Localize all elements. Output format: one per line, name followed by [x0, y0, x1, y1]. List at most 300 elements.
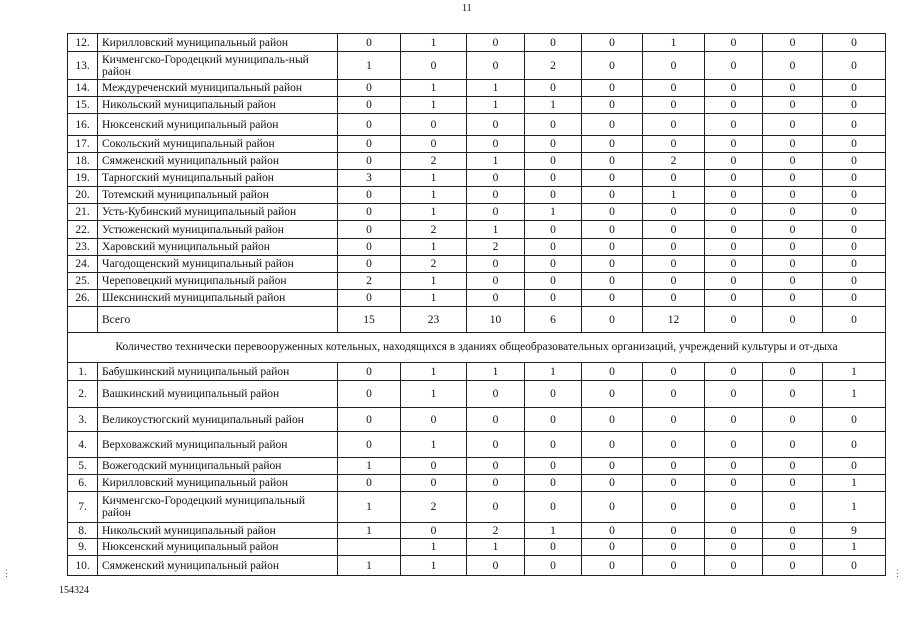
- value-cell: 1: [401, 170, 467, 187]
- value-cell: 0: [763, 97, 823, 114]
- value-cell: 0: [582, 97, 643, 114]
- value-cell: 0: [705, 256, 763, 273]
- value-cell: 1: [401, 97, 467, 114]
- value-cell: 1: [467, 539, 525, 556]
- value-cell: 0: [823, 458, 886, 475]
- value-cell: 0: [643, 256, 705, 273]
- value-cell: 0: [705, 136, 763, 153]
- value-cell: 1: [643, 187, 705, 204]
- value-cell: 0: [643, 97, 705, 114]
- value-cell: 0: [763, 363, 823, 381]
- value-cell: 0: [338, 136, 401, 153]
- value-cell: 0: [823, 221, 886, 239]
- value-cell: 0: [763, 80, 823, 97]
- value-cell: 0: [823, 187, 886, 204]
- value-cell: 0: [643, 381, 705, 408]
- value-cell: 2: [525, 52, 582, 80]
- district-name: Кирилловский муниципальный район: [98, 475, 338, 492]
- value-cell: 12: [643, 307, 705, 333]
- table-row: [68, 363, 886, 381]
- value-cell: 0: [705, 239, 763, 256]
- district-name: Великоустюгский муниципальный район: [98, 408, 338, 432]
- value-cell: 0: [467, 381, 525, 408]
- table-row: [68, 187, 886, 204]
- value-cell: 1: [401, 539, 467, 556]
- value-cell: 0: [763, 187, 823, 204]
- value-cell: 0: [525, 475, 582, 492]
- district-name: Тарногский муниципальный район: [98, 170, 338, 187]
- value-cell: 0: [763, 273, 823, 290]
- value-cell: 0: [582, 114, 643, 136]
- value-cell: 0: [823, 556, 886, 576]
- document-id: 154324: [59, 585, 89, 596]
- value-cell: 0: [763, 432, 823, 458]
- value-cell: 0: [705, 34, 763, 52]
- value-cell: 0: [643, 221, 705, 239]
- value-cell: 1: [401, 556, 467, 576]
- value-cell: 0: [763, 52, 823, 80]
- value-cell: 0: [705, 307, 763, 333]
- value-cell: 0: [525, 221, 582, 239]
- row-number: 21.: [68, 204, 98, 221]
- table-row: [68, 52, 886, 80]
- value-cell: 0: [582, 34, 643, 52]
- value-cell: 0: [643, 556, 705, 576]
- value-cell: 0: [705, 492, 763, 523]
- right-edge-mark: ⋮: [893, 568, 902, 578]
- district-name: Нюксенский муниципальный район: [98, 539, 338, 556]
- row-number: 14.: [68, 80, 98, 97]
- value-cell: 0: [643, 290, 705, 307]
- district-name: Верховажский муниципальный район: [98, 432, 338, 458]
- table-row: [68, 458, 886, 475]
- value-cell: 1: [401, 273, 467, 290]
- value-cell: 0: [643, 458, 705, 475]
- row-number: 23.: [68, 239, 98, 256]
- table-row: [68, 381, 886, 408]
- district-name: Нюксенский муниципальный район: [98, 114, 338, 136]
- district-name: Никольский муниципальный район: [98, 97, 338, 114]
- value-cell: 6: [525, 307, 582, 333]
- value-cell: 0: [338, 221, 401, 239]
- row-number: 1.: [68, 363, 98, 381]
- district-name: Чагодощенский муниципальный район: [98, 256, 338, 273]
- value-cell: 0: [467, 170, 525, 187]
- district-name: Череповецкий муниципальный район: [98, 273, 338, 290]
- value-cell: 0: [705, 52, 763, 80]
- district-name: Всего: [98, 307, 338, 333]
- value-cell: 0: [763, 381, 823, 408]
- district-name: Бабушкинский муниципальный район: [98, 363, 338, 381]
- value-cell: 0: [763, 170, 823, 187]
- value-cell: 1: [643, 34, 705, 52]
- value-cell: 0: [525, 458, 582, 475]
- part1-body: [68, 34, 886, 333]
- value-cell: 0: [643, 408, 705, 432]
- row-number: 6.: [68, 475, 98, 492]
- value-cell: 0: [763, 539, 823, 556]
- value-cell: 0: [582, 307, 643, 333]
- value-cell: 2: [338, 273, 401, 290]
- district-name: Сокольский муниципальный район: [98, 136, 338, 153]
- value-cell: 1: [338, 523, 401, 539]
- row-number: [68, 307, 98, 333]
- value-cell: 1: [338, 458, 401, 475]
- value-cell: 0: [401, 523, 467, 539]
- value-cell: 0: [525, 80, 582, 97]
- value-cell: 0: [643, 80, 705, 97]
- value-cell: 1: [467, 80, 525, 97]
- value-cell: 0: [467, 458, 525, 475]
- value-cell: 0: [338, 475, 401, 492]
- table-row: [68, 432, 886, 458]
- value-cell: 0: [643, 432, 705, 458]
- value-cell: 0: [582, 363, 643, 381]
- row-number: 25.: [68, 273, 98, 290]
- value-cell: 1: [401, 290, 467, 307]
- value-cell: 0: [582, 136, 643, 153]
- value-cell: 1: [525, 97, 582, 114]
- value-cell: 0: [467, 256, 525, 273]
- table-row: [68, 256, 886, 273]
- value-cell: 0: [763, 153, 823, 170]
- table-row: [68, 273, 886, 290]
- row-number: 19.: [68, 170, 98, 187]
- value-cell: 3: [338, 170, 401, 187]
- value-cell: 0: [401, 475, 467, 492]
- value-cell: 0: [705, 523, 763, 539]
- section-row: [68, 333, 886, 363]
- value-cell: 0: [763, 458, 823, 475]
- value-cell: 0: [643, 475, 705, 492]
- row-number: 9.: [68, 539, 98, 556]
- value-cell: 0: [525, 153, 582, 170]
- row-number: 13.: [68, 52, 98, 80]
- table-row: [68, 136, 886, 153]
- row-number: 4.: [68, 432, 98, 458]
- value-cell: 0: [643, 52, 705, 80]
- row-number: 22.: [68, 221, 98, 239]
- value-cell: 0: [705, 97, 763, 114]
- value-cell: 0: [705, 221, 763, 239]
- district-name: Вашкинский муниципальный район: [98, 381, 338, 408]
- value-cell: 0: [338, 114, 401, 136]
- value-cell: 1: [525, 204, 582, 221]
- value-cell: 1: [338, 556, 401, 576]
- value-cell: 0: [525, 136, 582, 153]
- value-cell: 0: [338, 256, 401, 273]
- district-name: Сямженский муниципальный район: [98, 556, 338, 576]
- district-name: Кичменгско-Городецкий муниципальный район: [98, 492, 338, 523]
- table-row: [68, 221, 886, 239]
- value-cell: 0: [582, 408, 643, 432]
- value-cell: 0: [582, 381, 643, 408]
- value-cell: 0: [338, 80, 401, 97]
- value-cell: 0: [338, 34, 401, 52]
- value-cell: 0: [823, 239, 886, 256]
- value-cell: 0: [823, 408, 886, 432]
- row-number: 15.: [68, 97, 98, 114]
- value-cell: 1: [525, 523, 582, 539]
- value-cell: 1: [467, 221, 525, 239]
- value-cell: 1: [467, 97, 525, 114]
- value-cell: 1: [467, 363, 525, 381]
- table-row: [68, 34, 886, 52]
- value-cell: 0: [467, 273, 525, 290]
- value-cell: 0: [467, 492, 525, 523]
- value-cell: 0: [763, 475, 823, 492]
- section-heading: Количество технически перевооруженных котельных, находящихся в зданиях общеобразовательных организаций, учреждений культуры и от-дыха: [68, 333, 886, 363]
- value-cell: 15: [338, 307, 401, 333]
- value-cell: 2: [643, 153, 705, 170]
- table-row: [68, 239, 886, 256]
- value-cell: 1: [823, 492, 886, 523]
- row-number: 10.: [68, 556, 98, 576]
- value-cell: 0: [823, 170, 886, 187]
- value-cell: 0: [705, 114, 763, 136]
- value-cell: 0: [823, 52, 886, 80]
- value-cell: 0: [467, 136, 525, 153]
- value-cell: 1: [338, 52, 401, 80]
- value-cell: 0: [582, 492, 643, 523]
- value-cell: 0: [705, 80, 763, 97]
- value-cell: 0: [582, 273, 643, 290]
- value-cell: 0: [643, 363, 705, 381]
- value-cell: 0: [525, 273, 582, 290]
- value-cell: 0: [401, 458, 467, 475]
- value-cell: 0: [338, 187, 401, 204]
- value-cell: 0: [338, 204, 401, 221]
- value-cell: 0: [401, 52, 467, 80]
- district-name: Шекснинский муниципальный район: [98, 290, 338, 307]
- value-cell: 0: [401, 408, 467, 432]
- value-cell: 0: [763, 523, 823, 539]
- value-cell: 0: [338, 381, 401, 408]
- district-name: Устюженский муниципальный район: [98, 221, 338, 239]
- value-cell: 23: [401, 307, 467, 333]
- row-number: 3.: [68, 408, 98, 432]
- value-cell: 0: [705, 273, 763, 290]
- district-name: Кирилловский муниципальный район: [98, 34, 338, 52]
- value-cell: 0: [401, 136, 467, 153]
- value-cell: 0: [467, 114, 525, 136]
- value-cell: 0: [643, 273, 705, 290]
- value-cell: 0: [525, 408, 582, 432]
- value-cell: 0: [823, 34, 886, 52]
- value-cell: [338, 539, 401, 556]
- value-cell: 0: [763, 256, 823, 273]
- value-cell: 0: [763, 492, 823, 523]
- part2-body: [68, 363, 886, 576]
- value-cell: 0: [705, 153, 763, 170]
- value-cell: 1: [823, 539, 886, 556]
- table-row: [68, 539, 886, 556]
- value-cell: 1: [823, 363, 886, 381]
- value-cell: 0: [338, 239, 401, 256]
- value-cell: 0: [705, 475, 763, 492]
- district-name: Тотемский муниципальный район: [98, 187, 338, 204]
- value-cell: 0: [643, 204, 705, 221]
- value-cell: 0: [763, 221, 823, 239]
- value-cell: 0: [582, 556, 643, 576]
- row-number: 17.: [68, 136, 98, 153]
- value-cell: 0: [823, 114, 886, 136]
- value-cell: 0: [763, 136, 823, 153]
- value-cell: 0: [467, 290, 525, 307]
- value-cell: 0: [823, 97, 886, 114]
- value-cell: 9: [823, 523, 886, 539]
- value-cell: 1: [401, 432, 467, 458]
- value-cell: 0: [582, 256, 643, 273]
- value-cell: 0: [823, 136, 886, 153]
- district-name: Никольский муниципальный район: [98, 523, 338, 539]
- value-cell: 0: [338, 432, 401, 458]
- value-cell: 0: [763, 114, 823, 136]
- data-table: [67, 33, 886, 576]
- table-row: [68, 204, 886, 221]
- value-cell: 0: [823, 290, 886, 307]
- table-row: [68, 523, 886, 539]
- value-cell: 1: [467, 153, 525, 170]
- section-body: [68, 333, 886, 363]
- row-number: 26.: [68, 290, 98, 307]
- left-edge-mark: ⋮: [2, 568, 11, 578]
- value-cell: 10: [467, 307, 525, 333]
- value-cell: 0: [643, 523, 705, 539]
- value-cell: 0: [582, 52, 643, 80]
- value-cell: 0: [525, 492, 582, 523]
- value-cell: 0: [705, 539, 763, 556]
- page-number: 11: [462, 3, 472, 14]
- value-cell: 0: [643, 539, 705, 556]
- value-cell: 0: [525, 239, 582, 256]
- value-cell: 0: [467, 408, 525, 432]
- value-cell: 2: [401, 256, 467, 273]
- value-cell: 0: [763, 307, 823, 333]
- value-cell: 0: [467, 432, 525, 458]
- value-cell: 0: [467, 475, 525, 492]
- table-row: [68, 97, 886, 114]
- value-cell: 0: [705, 170, 763, 187]
- value-cell: 0: [582, 290, 643, 307]
- value-cell: 0: [525, 170, 582, 187]
- value-cell: 2: [401, 221, 467, 239]
- value-cell: 2: [401, 492, 467, 523]
- value-cell: 0: [582, 153, 643, 170]
- table-row: [68, 290, 886, 307]
- value-cell: 0: [823, 80, 886, 97]
- row-number: 8.: [68, 523, 98, 539]
- table-row: [68, 170, 886, 187]
- value-cell: 1: [401, 204, 467, 221]
- value-cell: 1: [401, 239, 467, 256]
- value-cell: 0: [643, 170, 705, 187]
- district-name: Харовский муниципальный район: [98, 239, 338, 256]
- row-number: 2.: [68, 381, 98, 408]
- value-cell: 0: [401, 114, 467, 136]
- table-row: [68, 153, 886, 170]
- value-cell: 0: [643, 492, 705, 523]
- value-cell: 0: [582, 204, 643, 221]
- value-cell: 0: [525, 290, 582, 307]
- value-cell: 1: [401, 80, 467, 97]
- value-cell: 0: [763, 239, 823, 256]
- value-cell: 1: [401, 34, 467, 52]
- row-number: 12.: [68, 34, 98, 52]
- row-number: 5.: [68, 458, 98, 475]
- value-cell: 1: [401, 381, 467, 408]
- value-cell: 1: [401, 187, 467, 204]
- table-row: [68, 556, 886, 576]
- value-cell: 0: [467, 34, 525, 52]
- row-number: 20.: [68, 187, 98, 204]
- district-name: Кичменгско-Городецкий муниципаль-ный район: [98, 52, 338, 80]
- value-cell: 0: [338, 408, 401, 432]
- value-cell: 0: [467, 187, 525, 204]
- value-cell: 0: [763, 34, 823, 52]
- value-cell: 0: [763, 408, 823, 432]
- row-number: 16.: [68, 114, 98, 136]
- value-cell: 0: [705, 363, 763, 381]
- district-name: Усть-Кубинский муниципальный район: [98, 204, 338, 221]
- value-cell: 0: [823, 273, 886, 290]
- value-cell: 0: [525, 381, 582, 408]
- value-cell: 0: [763, 556, 823, 576]
- value-cell: 0: [338, 97, 401, 114]
- value-cell: 0: [823, 307, 886, 333]
- value-cell: 0: [525, 539, 582, 556]
- value-cell: 1: [823, 475, 886, 492]
- value-cell: 0: [582, 80, 643, 97]
- row-number: 18.: [68, 153, 98, 170]
- value-cell: 0: [763, 290, 823, 307]
- value-cell: 0: [823, 153, 886, 170]
- table-row: [68, 114, 886, 136]
- value-cell: 0: [643, 239, 705, 256]
- value-cell: 0: [525, 34, 582, 52]
- value-cell: 0: [582, 523, 643, 539]
- value-cell: 0: [705, 556, 763, 576]
- table-row: [68, 307, 886, 333]
- value-cell: 0: [467, 204, 525, 221]
- value-cell: 2: [401, 153, 467, 170]
- value-cell: 0: [525, 432, 582, 458]
- value-cell: 0: [705, 187, 763, 204]
- value-cell: 0: [643, 136, 705, 153]
- district-name: Сямженский муниципальный район: [98, 153, 338, 170]
- value-cell: 0: [338, 153, 401, 170]
- value-cell: 0: [705, 432, 763, 458]
- value-cell: 0: [705, 290, 763, 307]
- value-cell: 0: [525, 114, 582, 136]
- value-cell: 0: [582, 432, 643, 458]
- value-cell: 0: [582, 458, 643, 475]
- district-name: Междуреченский муниципальный район: [98, 80, 338, 97]
- value-cell: 0: [467, 52, 525, 80]
- value-cell: 0: [582, 221, 643, 239]
- value-cell: 0: [525, 187, 582, 204]
- district-name: Вожегодский муниципальный район: [98, 458, 338, 475]
- value-cell: 0: [705, 458, 763, 475]
- value-cell: 0: [582, 239, 643, 256]
- table-row: [68, 475, 886, 492]
- value-cell: 0: [338, 363, 401, 381]
- value-cell: 0: [582, 475, 643, 492]
- value-cell: 0: [338, 290, 401, 307]
- value-cell: 0: [705, 381, 763, 408]
- value-cell: 0: [643, 114, 705, 136]
- value-cell: 0: [582, 187, 643, 204]
